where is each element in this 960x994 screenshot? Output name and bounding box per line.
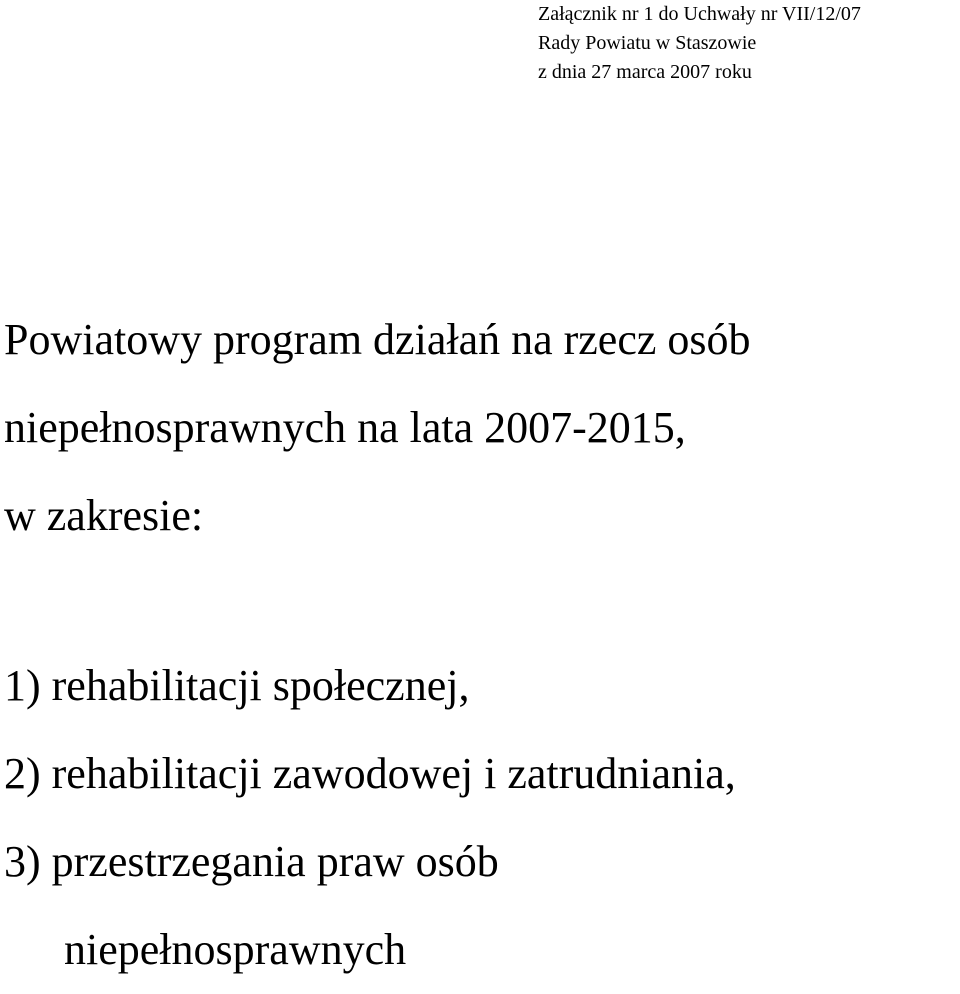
scope-list [4,642,736,994]
title-line-2: niepełnosprawnych na lata 2007-2015, [4,403,686,452]
annex-line-2: Rady Powiatu w Staszowie [538,32,757,54]
annex-header [538,0,861,87]
list-item: 2) rehabilitacji zawodowej i zatrudniania, [4,749,736,798]
title-line-3: w zakresie: [4,491,204,540]
program-title [4,296,751,560]
annex-line-1: Załącznik nr 1 do Uchwały nr VII/12/07 [538,3,861,25]
list-item-continuation: niepełnosprawnych [64,925,407,974]
annex-line-3: z dnia 27 marca 2007 roku [538,61,752,83]
list-item: 3) przestrzegania praw osób [4,837,499,886]
title-line-1: Powiatowy program działań na rzecz osób [4,315,751,364]
list-item: 1) rehabilitacji społecznej, [4,661,470,710]
